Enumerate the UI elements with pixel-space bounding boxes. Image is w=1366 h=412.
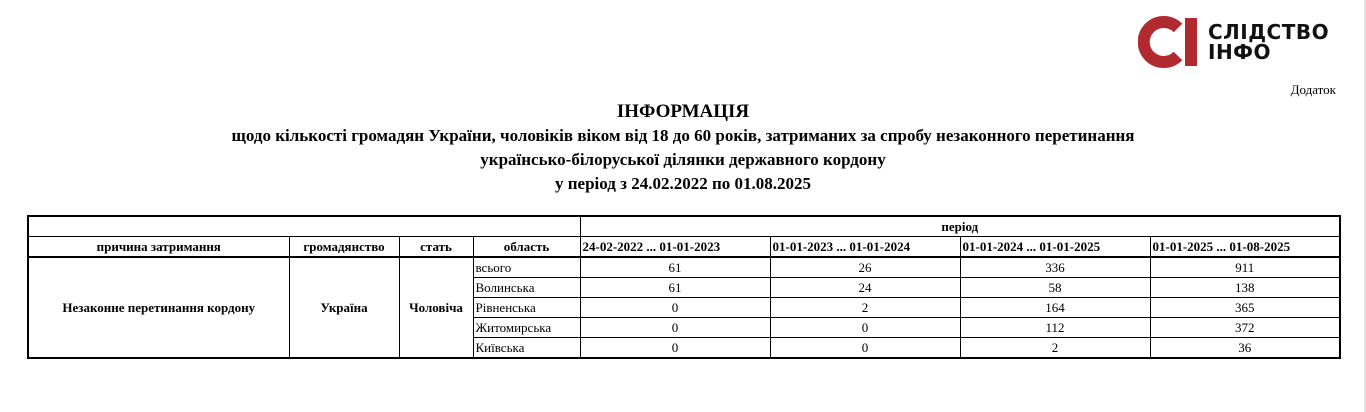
value-cell: 26 (770, 257, 960, 278)
value-cell: 58 (960, 278, 1150, 298)
value-cell: 0 (770, 318, 960, 338)
value-cell: 0 (580, 338, 770, 359)
value-cell: 112 (960, 318, 1150, 338)
sledstvo-info-logo (1138, 16, 1348, 68)
header-citizenship: громадянство (289, 237, 399, 258)
document-heading (0, 100, 1366, 196)
logo-mark-icon (1138, 16, 1200, 68)
header-period-2: 01-01-2023 ... 01-01-2024 (770, 237, 960, 258)
region-cell: Київська (473, 338, 580, 359)
detentions-table (27, 215, 1341, 359)
value-cell: 61 (580, 278, 770, 298)
header-gender: стать (399, 237, 473, 258)
region-cell: Рівненська (473, 298, 580, 318)
value-cell: 36 (1150, 338, 1340, 359)
value-cell: 372 (1150, 318, 1340, 338)
annex-label: Додаток (1290, 82, 1336, 97)
heading-line-1: щодо кількості громадян України, чоловіків віком від 18 до 60 років, затриманих за спробу незаконного перетинання (231, 126, 1135, 145)
value-cell: 0 (580, 318, 770, 338)
value-cell: 0 (770, 338, 960, 359)
value-cell: 2 (770, 298, 960, 318)
value-cell: 365 (1150, 298, 1340, 318)
citizenship-cell: Україна (289, 257, 399, 358)
table-row (28, 257, 1340, 278)
value-cell: 24 (770, 278, 960, 298)
header-blank-cell (28, 216, 580, 237)
value-cell: 164 (960, 298, 1150, 318)
table-header-row (28, 237, 1340, 258)
table-header-row-period (28, 216, 1340, 237)
region-cell: Волинська (473, 278, 580, 298)
region-cell: Житомирська (473, 318, 580, 338)
period-header: період (580, 216, 1340, 237)
heading-line-2: українсько-білоруської ділянки державного кордону (480, 150, 886, 169)
gender-cell: Чоловіча (399, 257, 473, 358)
document-title: ІНФОРМАЦІЯ (616, 101, 750, 122)
reason-cell: Незаконне перетинання кордону (28, 257, 289, 358)
header-period-3: 01-01-2024 ... 01-01-2025 (960, 237, 1150, 258)
logo-line-1: СЛІДСТВО (1208, 20, 1330, 44)
header-region: область (473, 237, 580, 258)
logo-wordmark (1208, 22, 1329, 62)
value-cell: 336 (960, 257, 1150, 278)
logo-line-2: ІНФО (1208, 40, 1272, 64)
value-cell: 0 (580, 298, 770, 318)
header-period-1: 24-02-2022 ... 01-01-2023 (580, 237, 770, 258)
value-cell: 911 (1150, 257, 1340, 278)
heading-line-3: у період з 24.02.2022 по 01.08.2025 (554, 174, 811, 193)
region-cell: всього (473, 257, 580, 278)
value-cell: 61 (580, 257, 770, 278)
value-cell: 2 (960, 338, 1150, 359)
value-cell: 138 (1150, 278, 1340, 298)
header-period-4: 01-01-2025 ... 01-08-2025 (1150, 237, 1340, 258)
header-reason: причина затримання (28, 237, 289, 258)
